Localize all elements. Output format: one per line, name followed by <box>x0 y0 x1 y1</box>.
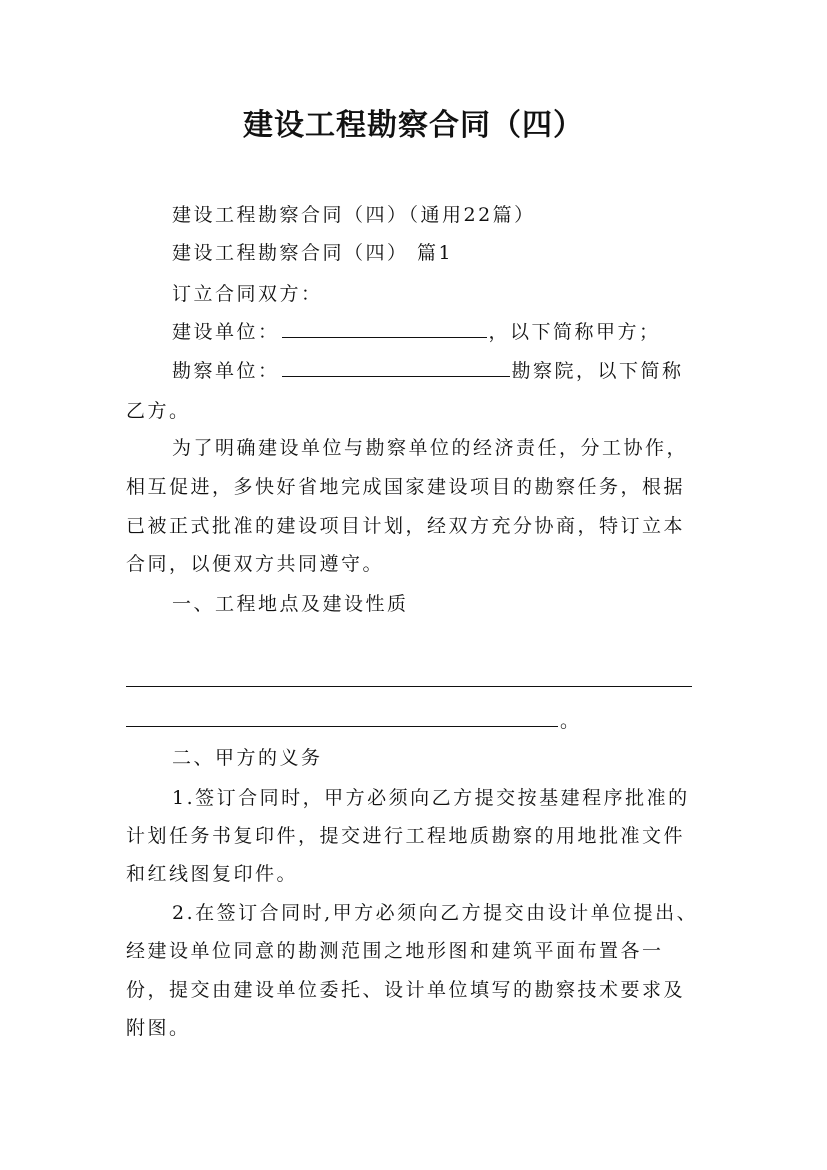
paragraph-line: 附图。 <box>126 1017 191 1039</box>
paragraph-line: 订立合同双方： <box>172 283 323 305</box>
survey-unit-line <box>172 356 684 383</box>
paragraph-line: 乙方。 <box>126 400 191 422</box>
construction-unit-label: 建设单位： <box>172 321 280 343</box>
section-heading: 一、工程地点及建设性质 <box>172 593 409 615</box>
paragraph-line: 1.签订合同时，甲方必须向乙方提交按基建程序批准的 <box>172 787 690 809</box>
construction-unit-blank <box>282 319 487 338</box>
paragraph-line: 份，提交由建设单位委托、设计单位填写的勘察技术要求及 <box>126 979 686 1001</box>
fill-blank-period: 。 <box>560 710 582 732</box>
subtitle-line: 建设工程勘察合同（四）（通用22篇） <box>172 204 536 226</box>
survey-unit-blank <box>282 358 510 377</box>
section-heading: 二、甲方的义务 <box>172 747 323 769</box>
paragraph-line: 为了明确建设单位与勘察单位的经济责任，分工协作， <box>172 437 689 459</box>
construction-unit-line <box>172 317 661 344</box>
paragraph-line: 已被正式批准的建设项目计划，经双方充分协商，特订立本 <box>126 515 686 537</box>
construction-unit-suffix: ，以下简称甲方； <box>488 321 661 343</box>
survey-unit-label: 勘察单位： <box>172 360 280 382</box>
paragraph-line: 相互促进，多快好省地完成国家建设项目的勘察任务，根据 <box>126 476 686 498</box>
paragraph-line: 合同，以便双方共同遵守。 <box>126 553 385 575</box>
document-title: 建设工程勘察合同（四） <box>243 108 584 143</box>
paragraph-line: 经建设单位同意的勘测范围之地形图和建筑平面布置各一 <box>126 940 664 962</box>
paragraph-line: 和红线图复印件。 <box>126 863 299 885</box>
fill-blank-line <box>126 668 694 692</box>
site-blank-2 <box>126 708 558 727</box>
survey-unit-suffix: 勘察院，以下简称 <box>511 360 684 382</box>
fill-blank-line <box>126 706 582 733</box>
section-heading: 建设工程勘察合同（四） 篇1 <box>172 242 454 264</box>
paragraph-line: 计划任务书复印件，提交进行工程地质勘察的用地批准文件 <box>126 825 686 847</box>
paragraph-line: 2.在签订合同时,甲方必须向乙方提交由设计单位提出、 <box>172 902 699 924</box>
site-blank-1 <box>126 668 692 687</box>
